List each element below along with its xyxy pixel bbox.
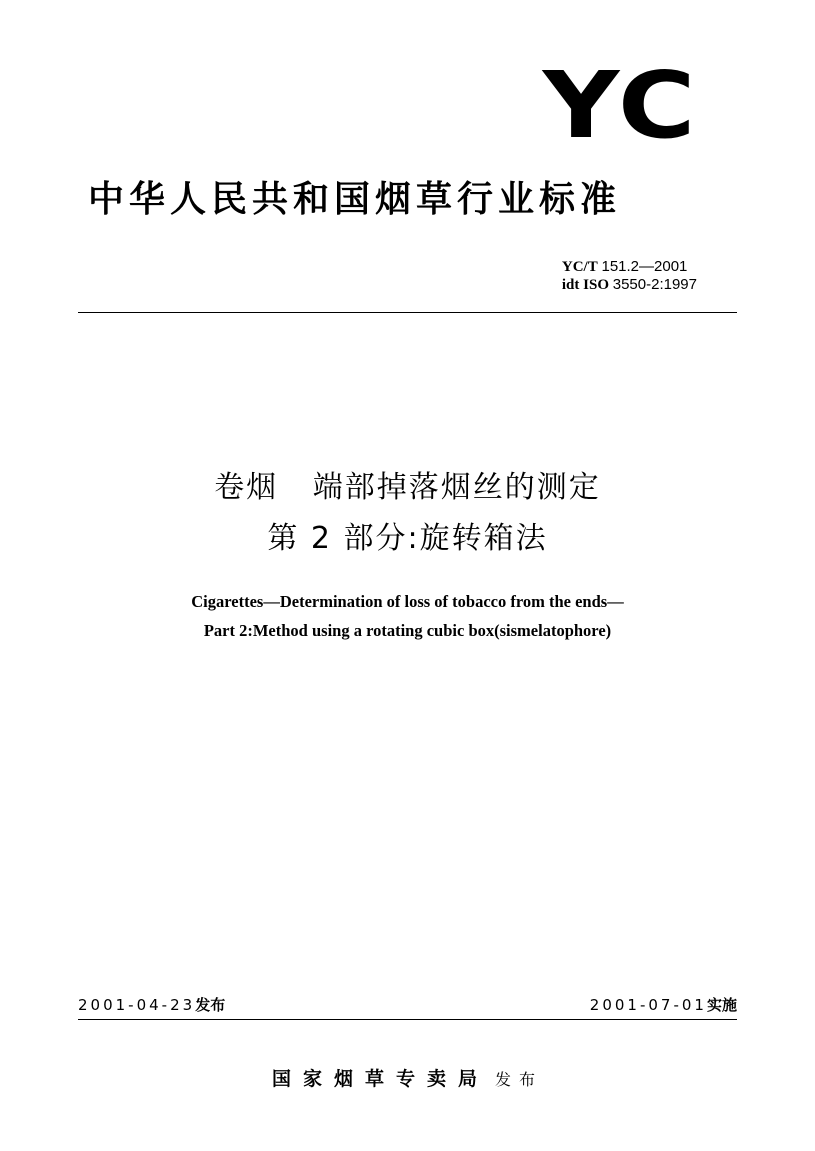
yc-logo: YC bbox=[542, 52, 698, 159]
issue-date-value: 2001-04-23 bbox=[78, 996, 196, 1014]
idt-number: 3550-2:1997 bbox=[612, 276, 697, 293]
publish-label: 发布 bbox=[495, 1070, 544, 1089]
standard-code-prefix: YC/T bbox=[561, 259, 598, 275]
title-cn-line2: 第 2 部分:旋转箱法 bbox=[267, 521, 548, 556]
idt-prefix: idt ISO bbox=[561, 277, 609, 293]
publisher-line bbox=[0, 1064, 815, 1091]
implement-date-value: 2001-07-01 bbox=[589, 996, 707, 1014]
equivalent-iso-number bbox=[562, 276, 697, 294]
footer-divider bbox=[78, 1019, 737, 1020]
issue-date bbox=[78, 994, 225, 1015]
standard-code-block bbox=[562, 258, 697, 294]
title-en-line2: Part 2:Method using a rotating cubic box(sismelatophore) bbox=[203, 621, 612, 640]
issue-label: 发布 bbox=[195, 996, 226, 1014]
title-en-line1: Cigarettes—Determination of loss of tobacco from the ends— bbox=[191, 592, 624, 611]
standard-number bbox=[562, 258, 697, 276]
header-divider bbox=[78, 312, 737, 313]
publisher-name: 国家烟草专卖局 bbox=[271, 1068, 489, 1090]
standard-code-number: 151.2—2001 bbox=[601, 258, 688, 275]
standard-category-title: 中华人民共和国烟草行业标准 bbox=[88, 179, 622, 220]
implement-date bbox=[590, 994, 737, 1015]
title-cn-line1: 卷烟 端部掉落烟丝的测定 bbox=[214, 470, 601, 505]
implement-label: 实施 bbox=[706, 996, 737, 1014]
